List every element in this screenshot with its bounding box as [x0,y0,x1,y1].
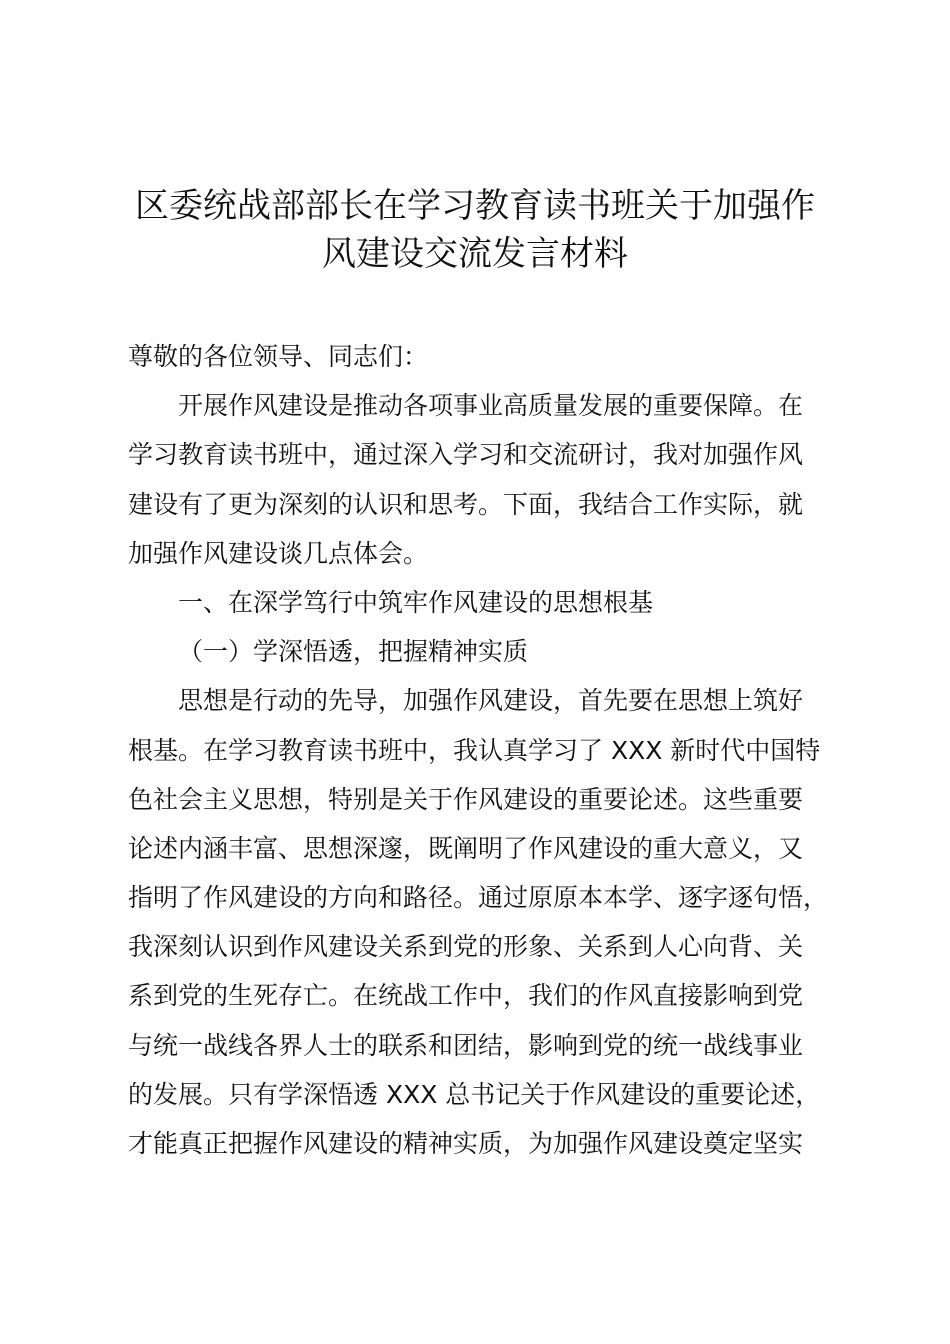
title-line-1: 区委统战部部长在学习教育读书班关于加强作 [135,186,815,226]
document-body [128,332,828,1168]
paragraph-line: 我深刻认识到作风建设关系到党的形象、关系到人心向背、关 [128,932,804,962]
paragraph-line: 论述内涵丰富、思想深邃，既阐明了作风建设的重大意义，又 [128,833,804,863]
paragraph-line: 才能真正把握作风建设的精神实质，为加强作风建设奠定坚实 [128,1129,804,1158]
salutation: 尊敬的各位领导、同志们： [128,342,429,371]
subsection-heading: （一）学深悟透，把握精神实质 [178,637,529,667]
paragraph-line: 建设有了更为深刻的认识和思考。下面，我结合工作实际，就 [128,489,804,519]
section-heading: 一、在深学笃行中筑牢作风建设的思想根基 [178,587,654,617]
paragraph-line: 学习教育读书班中，通过深入学习和交流研讨，我对加强作风 [128,440,804,470]
paragraph-line: 系到党的生死存亡。在统战工作中，我们的作风直接影响到党 [128,981,804,1011]
paragraph-line: 根基。在学习教育读书班中，我认真学习了 XXX 新时代中国特 [128,735,821,765]
document-title [100,182,850,278]
paragraph-line: 思想是行动的先导，加强作风建设，首先要在思想上筑好 [178,686,804,716]
paragraph-line: 与统一战线各界人士的联系和团结，影响到党的统一战线事业 [128,1030,804,1060]
paragraph-line: 的发展。只有学深悟透 XXX 总书记关于作风建设的重要论述， [128,1079,821,1109]
paragraph-line: 加强作风建设谈几点体会。 [128,538,429,568]
paragraph-line: 指明了作风建设的方向和路径。通过原原本本学、逐字逐句悟， [128,883,829,913]
title-line-2: 风建设交流发言材料 [322,234,628,274]
paragraph-line: 色社会主义思想，特别是关于作风建设的重要论述。这些重要 [128,784,804,814]
paragraph-line: 开展作风建设是推动各项事业高质量发展的重要保障。在 [178,391,804,421]
